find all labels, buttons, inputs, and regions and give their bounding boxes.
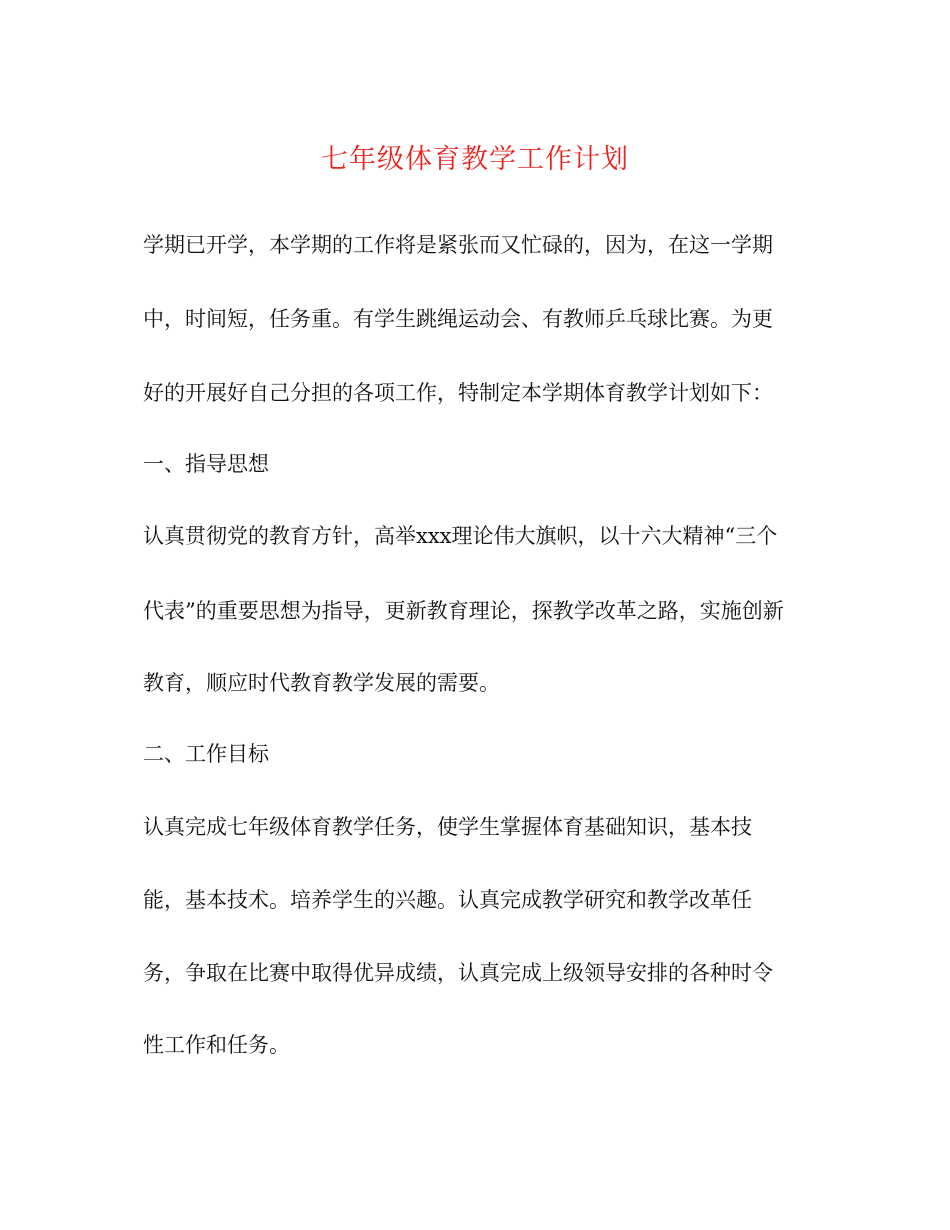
section-heading: 二、工作目标	[143, 742, 269, 766]
paragraph-line: 学期已开学，本学期的工作将是紧张而又忙碌的，因为，在这一学期	[143, 233, 773, 257]
document-title: 七年级体育教学工作计划	[321, 144, 629, 175]
section-heading: 一、指导思想	[143, 452, 269, 476]
paragraph-line: 代表”的重要思想为指导，更新教育理论，探教学改革之路，实施创新	[143, 599, 784, 623]
paragraph-line: 务，争取在比赛中取得优异成绩，认真完成上级领导安排的各种时令	[143, 961, 773, 985]
paragraph-line: 好的开展好自己分担的各项工作，特制定本学期体育教学计划如下：	[143, 381, 773, 405]
paragraph-line: 教育，顺应时代教育教学发展的需要。	[143, 671, 500, 695]
paragraph-line: 认真完成七年级体育教学任务，使学生掌握体育基础知识，基本技	[143, 815, 752, 839]
paragraph-line: 性工作和任务。	[143, 1033, 290, 1057]
paragraph-line: 认真贯彻党的教育方针，高举xxx理论伟大旗帜，以十六大精神“三个	[143, 524, 778, 548]
paragraph-line: 能，基本技术。培养学生的兴趣。认真完成教学研究和教学改革任	[143, 888, 752, 912]
paragraph-line: 中，时间短，任务重。有学生跳绳运动会、有教师乒乓球比赛。为更	[143, 307, 773, 331]
